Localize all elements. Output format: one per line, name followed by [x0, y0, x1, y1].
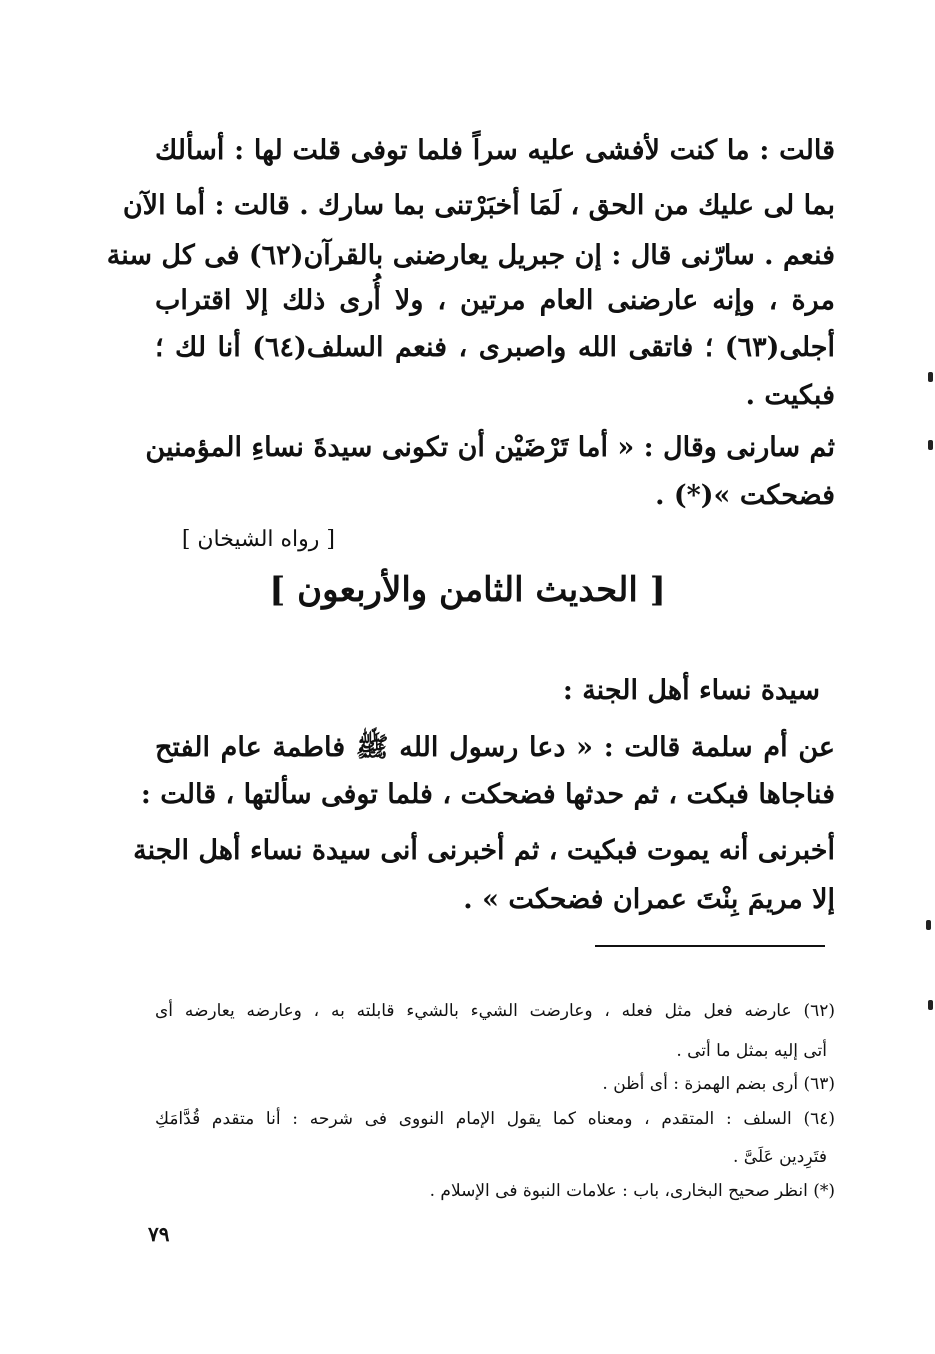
text-line: ثم سارنى وقال : « أما تَرْضَيْن أن تكونى سيدةَ نساءِ المؤمنين: [145, 432, 835, 463]
section-heading: [ الحديث الثامن والأربعون ]: [269, 570, 666, 610]
scan-edge-mark: [928, 372, 933, 382]
footnote-line: (٦٣) أرى بضم الهمزة : أى أظن .: [602, 1074, 835, 1094]
text-line: فضحكت »(*) .: [655, 480, 835, 511]
scan-edge-mark: [926, 920, 931, 930]
footnote-line: (٦٢) عارضه فعل مثل فعله ، وعارضت الشيء بالشيء قابلته به ، وعارضه يعارضه أى: [155, 1001, 835, 1021]
hadith-line: إلا مريمَ بِنْتَ عمران فضحكت » .: [463, 884, 835, 915]
hadith-line: فناجاها فبكت ، ثم حدثها فضحكت ، فلما توفى سألتها ، قالت :: [140, 779, 835, 810]
scan-edge-mark: [928, 1000, 933, 1010]
section-subheading: سيدة نساء أهل الجنة :: [562, 675, 820, 706]
hadith-line: عن أم سلمة قالت : « دعا رسول الله ﷺ فاطمة عام الفتح: [155, 732, 835, 763]
hadith-line: أخبرنى أنه يموت فبكيت ، ثم أخبرنى أنى سيدة نساء أهل الجنة: [133, 835, 835, 866]
text-line: أجلى(٦٣) ؛ فاتقى الله واصبرى ، فنعم السلف(٦٤) أنا لك ؛: [155, 332, 835, 363]
page-number: ٧٩: [148, 1222, 170, 1246]
text-line: فنعم . سارّنى قال : إن جبريل يعارضنى بالقرآن(٦٢) فى كل سنة: [106, 240, 835, 271]
text-line: فبكيت .: [745, 380, 835, 411]
footnote-line: فتَرِدين عَلَىَّ .: [732, 1147, 827, 1167]
text-line: بما لى عليك من الحق ، لَمَا أخبَرْتنى بما سارك . قالت : أما الآن: [122, 190, 835, 221]
scan-edge-mark: [928, 440, 933, 450]
footnote-line: (٦٤) السلف : المتقدم ، ومعناه كما يقول الإمام النووى فى شرحه : أنا متقدم قُدَّامَكِ: [155, 1109, 835, 1129]
footnote-divider: [595, 945, 825, 947]
footnote-line: أتى إليه بمثل ما أتى .: [676, 1041, 827, 1061]
text-line: مرة ، وإنه عارضنى العام مرتين ، ولا أُرى ذلك إلا اقتراب: [155, 285, 835, 316]
narrator-reference: [ رواه الشيخان ]: [181, 527, 335, 552]
footnote-line: (*) انظر صحيح البخارى، باب : علامات النبوة فى الإسلام .: [429, 1181, 835, 1201]
text-line: قالت : ما كنت لأفشى عليه سراً فلما توفى قلت لها : أسألك: [155, 135, 835, 166]
